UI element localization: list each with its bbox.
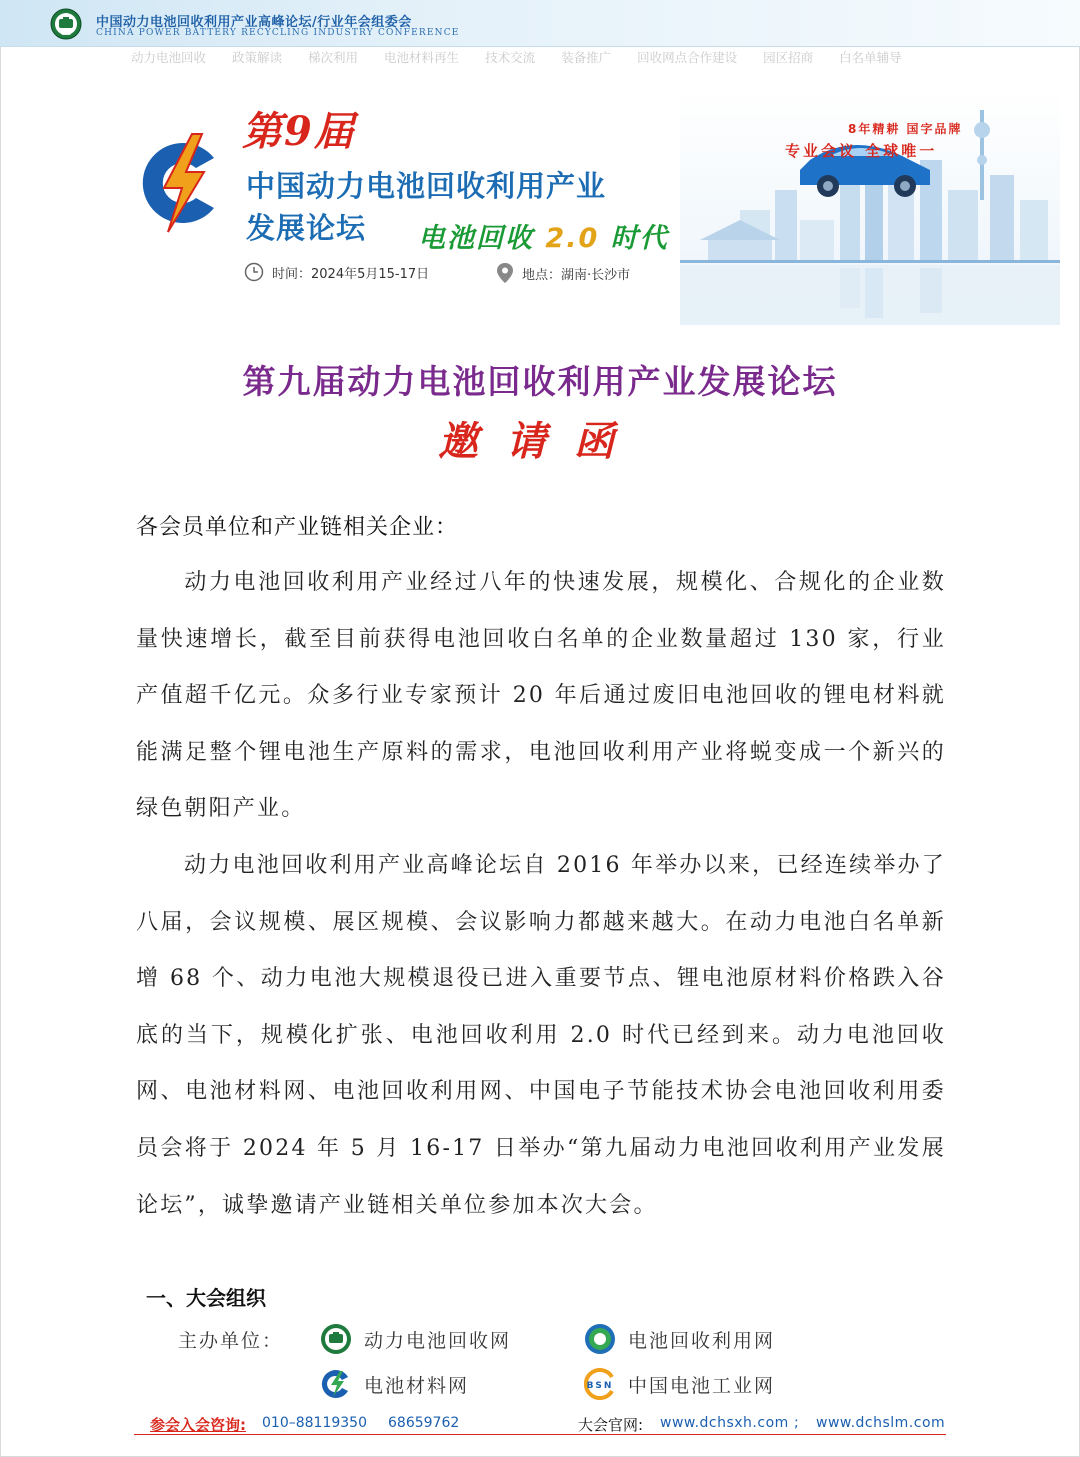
organizer-2-name: 电池回收利用网 [628,1329,776,1352]
nav-item-materials[interactable]: 电池材料再生 [384,50,460,65]
svg-text:BSN: BSN [586,1381,614,1391]
organizer-4 [584,1368,775,1400]
organizer-1 [320,1323,511,1355]
host-label: 主办单位： [178,1330,284,1352]
paragraph-2 [136,838,946,1234]
nav-item-cascade[interactable]: 梯次利用 [308,50,359,65]
salutation: 各会员单位和产业链相关企业： [136,515,459,540]
official-site-link-1[interactable]: www.dchsxh.com [660,1415,789,1431]
nav-item-recycling[interactable]: 动力电池回收 [131,50,207,65]
china-battery-industry-network-icon [584,1368,616,1400]
consult-phone-1[interactable]: 010–88119350 [262,1415,367,1431]
nav-item-network[interactable]: 回收网点合作建设 [637,50,738,65]
organizer-4-name: 中国电池工业网 [628,1374,776,1397]
invitation-heading: 邀请函 [438,418,642,465]
official-site-label: 大会官网: [578,1416,644,1434]
nav-item-equipment[interactable]: 装备推广 [561,50,612,65]
header-subtitle: CHINA POWER BATTERY RECYCLING INDUSTRY CONFERENCE [96,28,460,38]
organizer-3 [320,1368,469,1400]
forum-logo-icon [130,128,226,236]
header-title: 中国动力电池回收利用产业高峰论坛/行业年会组委会 [96,15,412,30]
era-slogan [418,216,669,255]
section-organization-title: 一、大会组织 [146,1286,266,1310]
site-separator: ; [794,1415,799,1431]
footer-contact-bar [134,1412,946,1435]
event-location [496,262,630,284]
banner-slogan-2: 专业会议 全球唯一 [785,142,938,160]
organizer-3-name: 电池材料网 [364,1374,470,1397]
event-time [244,262,429,282]
consult-label: 参会入会咨询: [150,1416,246,1434]
era-text: 电池回收 [418,223,534,254]
organizer-2 [584,1323,775,1355]
nav-item-park[interactable]: 园区招商 [763,50,814,65]
nav-item-tech[interactable]: 技术交流 [485,50,536,65]
battery-reuse-network-icon [584,1323,616,1355]
forum-name-line1: 中国动力电池回收利用产业 [246,169,607,203]
era-number: 2.0 [545,223,600,254]
edition-label: 第9届 [242,108,356,155]
official-site-link-2[interactable]: www.dchslm.com [816,1415,946,1431]
top-header-bar [0,0,1080,47]
forum-banner [120,90,1060,330]
nav-menu [118,48,978,68]
document-title: 第九届动力电池回收利用产业发展论坛 [242,362,838,401]
battery-recycling-network-icon [320,1323,352,1355]
location-pin-icon [496,262,514,284]
era-suffix: 时代 [610,223,669,254]
nav-item-policy[interactable]: 政策解读 [232,50,283,65]
conference-logo-icon [50,8,82,40]
event-location-text: 地点：湖南·长沙市 [522,267,631,283]
paragraph-1 [136,555,946,838]
forum-name-line2: 发展论坛 [246,211,367,245]
paragraph-2-text: 动力电池回收利用产业高峰论坛自 2016 年举办以来，已经连续举办了八届，会议规模、展区规模、会议影响力都越来越大。在动力电池白名单新增 68 个、动力电池大规模退役已进入重要节点、锂电池原材料价格跌入谷底的当下，规模化扩张、电池回收利用 2.0 时代已经到来。动力电池回收网、电池材料网、电池回收利用网、中国电子节能技术协会电池回收利用委员会将于 2024 年 5 月 16-17 日举办“第九届动力电池回收利用产业发展论坛”，诚挚邀请产业链相关单位参加本次大会。 [136,853,946,1218]
banner-slogan-1: 8年精耕 国字品牌 [848,122,963,136]
nav-item-whitelist[interactable]: 白名单辅导 [839,50,902,65]
battery-materials-network-icon [320,1368,352,1400]
clock-icon [244,262,264,282]
event-time-text: 时间：2024年5月15-17日 [272,266,430,282]
svg-text:CPB: CPB [61,31,71,37]
consult-phone-2[interactable]: 68659762 [388,1415,460,1431]
paragraph-1-text: 动力电池回收利用产业经过八年的快速发展，规模化、合规化的企业数量快速增长，截至目前获得电池回收白名单的企业数量超过 130 家，行业产值超千亿元。众多行业专家预计 20 年后通过废旧电池回收的锂电材料就能满足整个锂电池生产原料的需求，电池回收利用产业将蜕变成一个新兴的绿色朝阳产业。 [136,570,946,822]
organizer-1-name: 动力电池回收网 [364,1329,512,1352]
